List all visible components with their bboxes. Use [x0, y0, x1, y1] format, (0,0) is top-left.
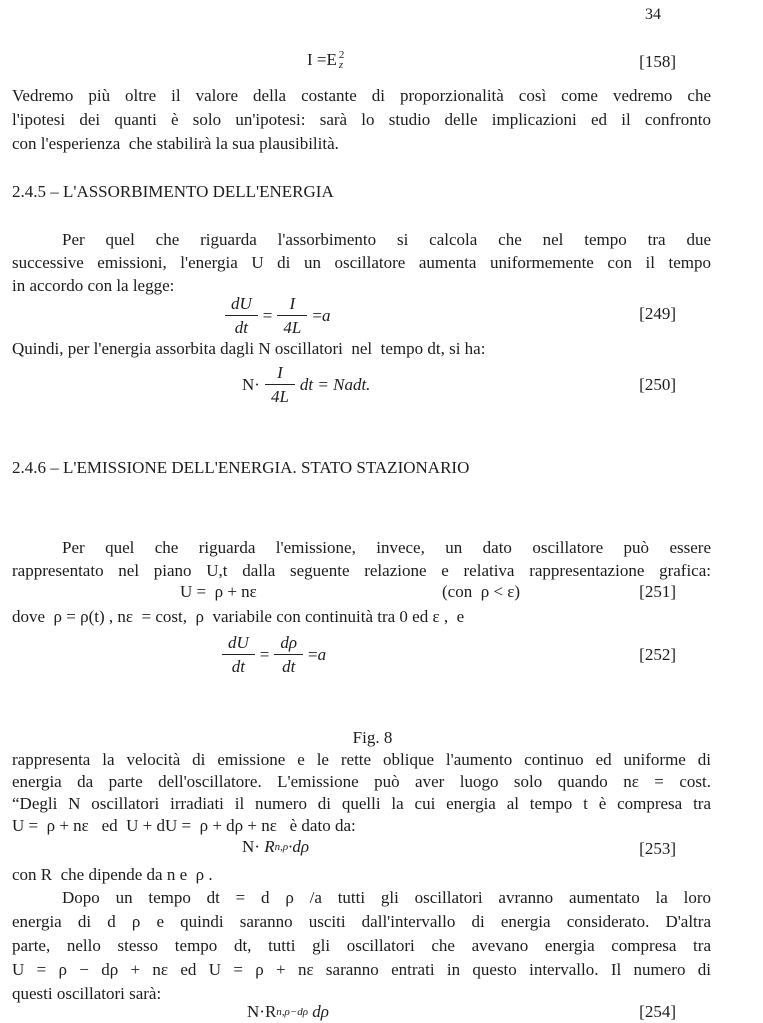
page-number: 34 [645, 6, 661, 23]
paragraph-line: in accordo con la legge: [12, 276, 175, 295]
equation-249-tag: [249] [639, 304, 676, 323]
fraction: $\frac{I}{4L}$ [277, 293, 307, 338]
equation-249 [12, 293, 711, 337]
fraction: $\frac{dU}{dt}$ [222, 632, 255, 677]
equation-249-formula: $\frac{dU}{dt}$ = $\frac{I}{4L}$ = a [220, 293, 330, 338]
paragraph-absorption [12, 228, 711, 297]
equation-252-formula: $\frac{dU}{dt}$ = $\frac{d\rho}{dt}$ = a [217, 632, 326, 677]
fraction: $\frac{dU}{dt}$ [225, 293, 258, 338]
equation-254-tag: [254] [639, 1002, 676, 1021]
page-content [12, 0, 711, 1023]
equation-254-formula: N·R n,ρ−dρ dρ [247, 1002, 329, 1021]
paragraph-line: energia da parte dell'oscillatore. L'emissione può aver luogo solo quando nε = cost. [12, 772, 711, 791]
paragraph-line: successive emissioni, l'energia U di un oscillatore aumenta uniformemente con il tempo [12, 253, 711, 272]
paragraph-dopo [12, 886, 711, 1006]
section-heading-246: 2.4.6 – L'EMISSIONE DELL'ENERGIA. STATO STAZIONARIO [12, 458, 470, 477]
paragraph-line: U = ρ − dρ + nε ed U = ρ + nε saranno entrati in questo intervallo. Il numero di [12, 960, 711, 979]
equation-250-tag: [250] [639, 375, 676, 394]
paragraph-line: Per quel che riguarda l'assorbimento si calcola che nel tempo tra due [62, 230, 711, 249]
equation-252 [12, 632, 711, 682]
fraction: $\frac{d\rho}{dt}$ [274, 632, 303, 677]
paragraph-line: questi oscillatori sarà: [12, 984, 162, 1003]
line-con-r: con R che dipende da n e ρ . [12, 865, 213, 884]
equation-253-formula: N· R n,ρ ·dρ [242, 837, 310, 856]
equation-254 [12, 1002, 711, 1023]
paragraph-line: U = ρ + nε ed U + dU = ρ + dρ + nε è dato da: [12, 816, 356, 835]
equation-158-formula: I =E 2 z [307, 49, 345, 71]
paragraph-line: rappresenta la velocità di emissione e le rette oblique l'aumento continuo ed uniforme di [12, 750, 711, 769]
paragraph-line: Vedremo più oltre il valore della costante di proporzionalità così come vedremo che [12, 86, 711, 105]
paragraph-line: Per quel che riguarda l'emissione, invece, un dato oscillatore può essere [62, 538, 711, 557]
paragraph-line: con l'esperienza che stabilirà la sua plausibilità. [12, 134, 339, 153]
equation-251-condition: (con ρ < ε) [442, 582, 521, 601]
equation-252-tag: [252] [639, 645, 676, 664]
equation-253 [12, 837, 711, 863]
line-quindi: Quindi, per l'energia assorbita dagli N oscillatori nel tempo dt, si ha: [12, 339, 486, 358]
subscript: n,ρ [274, 841, 289, 853]
paragraph-figure [12, 749, 711, 837]
line-dove: dove ρ = ρ(t) , nε = cost, ρ variabile con continuità tra 0 ed ε , e [12, 607, 465, 626]
equation-158 [12, 50, 711, 76]
equation-250-formula: N· $\frac{I}{4L}$ dt = Nadt. [242, 363, 371, 406]
section-heading-245: 2.4.5 – L'ASSORBIMENTO DELL'ENERGIA [12, 182, 334, 201]
paragraph-line: rappresentato nel piano U,t dalla seguente relazione e relativa rappresentazione grafica: [12, 561, 711, 580]
figure-caption: Fig. 8 [352, 728, 393, 747]
paragraph-line: Dopo un tempo dt = d ρ /a tutti gli oscillatori avranno aumentato la loro [62, 888, 711, 907]
paragraph-emission [12, 536, 711, 582]
equation-158-tag: [158] [639, 52, 676, 71]
subscript: n,ρ−dρ [276, 1006, 309, 1018]
paragraph-line: “Degli N oscillatori irradiati il numero di quelli la cui energia al tempo t è compresa tra [12, 794, 711, 813]
paragraph-intro [12, 84, 711, 156]
fraction: $\frac{I}{4L}$ [265, 362, 295, 407]
paragraph-line: l'ipotesi dei quanti è solo un'ipotesi: sarà lo studio delle implicazioni ed il confronto [12, 110, 711, 129]
equation-251 [12, 582, 711, 605]
paragraph-line: parte, nello stesso tempo dt, tutti gli oscillatori che avevano energia compresa tra [12, 936, 711, 955]
equation-251-tag: [251] [639, 582, 676, 601]
equation-251-formula: U = ρ + nε [180, 582, 257, 601]
paragraph-line: energia di d ρ e quindi saranno usciti dall'intervallo di energia considerato. D'altra [12, 912, 711, 931]
sup-sub-stack: 2 z [338, 49, 345, 71]
equation-253-tag: [253] [639, 839, 676, 858]
equation-250 [12, 362, 711, 412]
